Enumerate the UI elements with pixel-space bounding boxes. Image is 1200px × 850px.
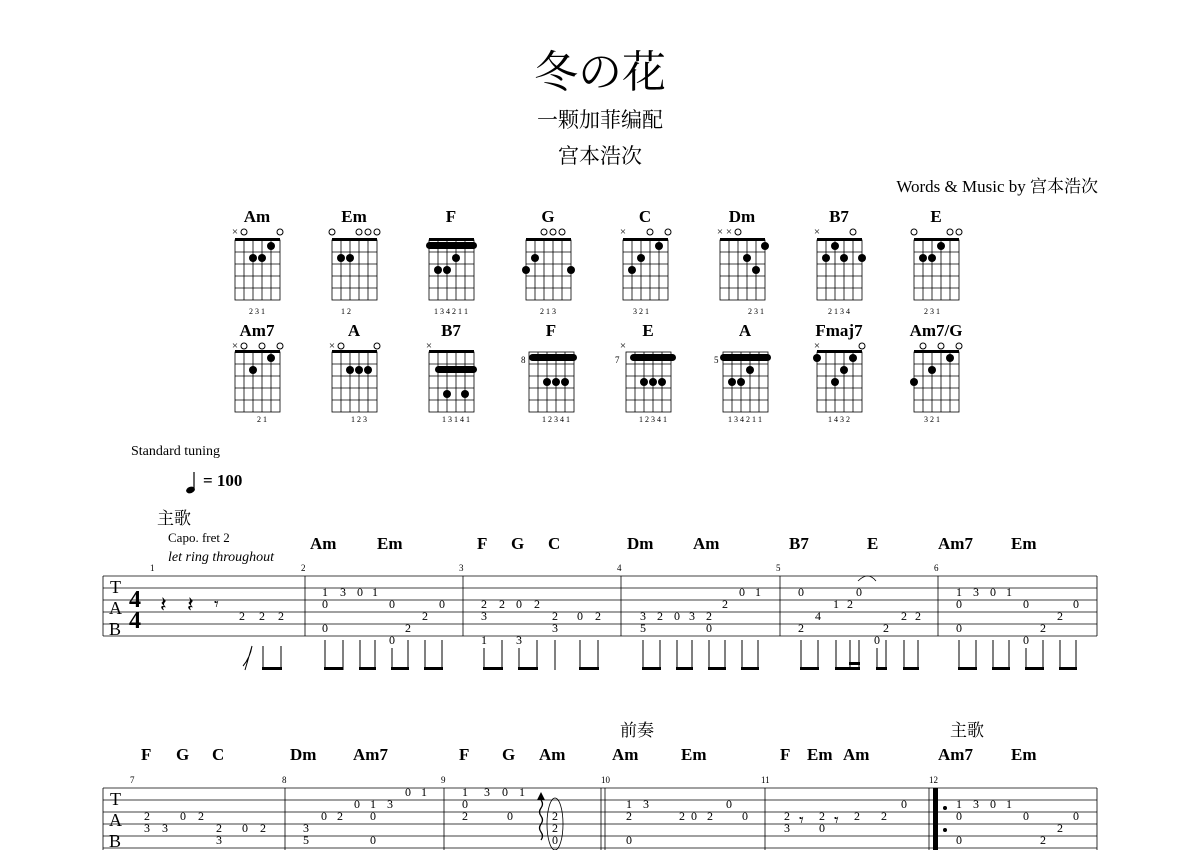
svg-text:×: × bbox=[716, 226, 724, 238]
svg-text:3: 3 bbox=[552, 621, 558, 635]
note-stems-1 bbox=[243, 640, 1076, 670]
time-signature bbox=[129, 587, 141, 634]
svg-text:1: 1 bbox=[322, 585, 328, 599]
tab-system-2 bbox=[0, 740, 1200, 850]
svg-text:0: 0 bbox=[742, 809, 748, 823]
svg-text:×: × bbox=[813, 340, 821, 352]
svg-text:2: 2 bbox=[534, 597, 540, 611]
fret-number: 7 bbox=[615, 355, 620, 365]
svg-text:2: 2 bbox=[552, 809, 558, 823]
chord-f bbox=[426, 207, 477, 316]
svg-text:2: 2 bbox=[706, 609, 712, 623]
arpeggio-marker bbox=[537, 792, 563, 850]
svg-text:𝄽: 𝄽 bbox=[160, 592, 167, 617]
tuning-label: Standard tuning bbox=[131, 444, 221, 459]
chord-fingering: 2 3 1 bbox=[924, 307, 940, 316]
svg-text:0: 0 bbox=[507, 809, 513, 823]
svg-text:2: 2 bbox=[707, 809, 713, 823]
svg-text:4: 4 bbox=[617, 563, 622, 573]
chord-c bbox=[620, 207, 671, 316]
svg-text:2: 2 bbox=[854, 809, 860, 823]
chord-fingering: 2 1 3 bbox=[540, 307, 556, 316]
fret-numbers-1 bbox=[239, 585, 1079, 647]
svg-text:×: × bbox=[231, 340, 239, 352]
svg-text:0: 0 bbox=[626, 833, 632, 847]
repeat-dot bbox=[943, 806, 947, 810]
chord-e bbox=[911, 207, 962, 316]
svg-text:0: 0 bbox=[516, 597, 522, 611]
svg-text:11: 11 bbox=[761, 775, 770, 785]
svg-text:2: 2 bbox=[847, 597, 853, 611]
chord-fingering: 1 2 3 bbox=[351, 415, 367, 424]
let-ring-note: let ring throughout bbox=[168, 550, 275, 565]
chord-fmaj7 bbox=[813, 321, 865, 424]
chord-name: G bbox=[541, 207, 555, 226]
measure-numbers-2 bbox=[130, 775, 938, 785]
svg-text:0: 0 bbox=[1023, 809, 1029, 823]
svg-text:1: 1 bbox=[1006, 585, 1012, 599]
svg-text:1: 1 bbox=[421, 785, 427, 799]
chord-label: Am bbox=[539, 745, 566, 764]
svg-text:0: 0 bbox=[739, 585, 745, 599]
staff-lines-1 bbox=[103, 576, 1097, 636]
chord-label: Am7 bbox=[938, 534, 973, 553]
svg-text:1: 1 bbox=[956, 585, 962, 599]
chord-fingering: 3 2 1 bbox=[924, 415, 940, 424]
svg-text:12: 12 bbox=[929, 775, 938, 785]
chord-name: A bbox=[738, 321, 752, 340]
svg-text:7: 7 bbox=[130, 775, 135, 785]
svg-text:2: 2 bbox=[1057, 609, 1063, 623]
svg-text:4: 4 bbox=[129, 587, 141, 613]
section-label-verse-2: 主歌 bbox=[950, 721, 984, 740]
svg-text:3: 3 bbox=[484, 785, 490, 799]
svg-text:0: 0 bbox=[726, 797, 732, 811]
chord-f-8 bbox=[521, 321, 577, 424]
svg-text:3: 3 bbox=[784, 821, 790, 835]
svg-text:0: 0 bbox=[180, 809, 186, 823]
svg-text:0: 0 bbox=[462, 797, 468, 811]
svg-text:2: 2 bbox=[881, 809, 887, 823]
chord-fingering: 2 1 bbox=[257, 415, 267, 424]
chord-label: Dm bbox=[290, 745, 317, 764]
svg-text:0: 0 bbox=[798, 585, 804, 599]
svg-text:1: 1 bbox=[372, 585, 378, 599]
svg-text:0: 0 bbox=[956, 621, 962, 635]
svg-text:0: 0 bbox=[706, 621, 712, 635]
chord-name: Em bbox=[341, 207, 367, 226]
svg-text:0: 0 bbox=[370, 809, 376, 823]
svg-text:3: 3 bbox=[643, 797, 649, 811]
svg-text:0: 0 bbox=[354, 797, 360, 811]
svg-text:×: × bbox=[725, 226, 733, 238]
svg-text:2: 2 bbox=[405, 621, 411, 635]
svg-text:2: 2 bbox=[301, 563, 306, 573]
svg-text:2: 2 bbox=[883, 621, 889, 635]
svg-text:0: 0 bbox=[389, 597, 395, 611]
tempo-value: = 100 bbox=[203, 471, 243, 490]
chord-label: Em bbox=[681, 745, 707, 764]
chord-em bbox=[329, 207, 380, 316]
svg-text:0: 0 bbox=[502, 785, 508, 799]
chord-am7 bbox=[232, 321, 283, 424]
svg-text:2: 2 bbox=[198, 809, 204, 823]
svg-text:2: 2 bbox=[798, 621, 804, 635]
svg-text:6: 6 bbox=[934, 563, 939, 573]
staff-lines-2 bbox=[103, 788, 1097, 850]
svg-text:0: 0 bbox=[552, 833, 558, 847]
svg-text:9: 9 bbox=[441, 775, 446, 785]
chord-label: C bbox=[212, 745, 225, 764]
svg-text:A: A bbox=[109, 810, 122, 830]
svg-text:0: 0 bbox=[674, 609, 680, 623]
svg-text:0: 0 bbox=[322, 621, 328, 635]
svg-text:2: 2 bbox=[552, 609, 558, 623]
svg-text:4: 4 bbox=[129, 608, 141, 634]
svg-text:0: 0 bbox=[370, 833, 376, 847]
svg-text:2: 2 bbox=[1040, 833, 1046, 847]
svg-text:2: 2 bbox=[915, 609, 921, 623]
svg-text:0: 0 bbox=[439, 597, 445, 611]
chord-fingering: 1 2 bbox=[341, 307, 351, 316]
fret-numbers-2 bbox=[144, 785, 1079, 847]
svg-text:B: B bbox=[109, 619, 122, 639]
chord-label: F bbox=[780, 745, 791, 764]
svg-text:8: 8 bbox=[282, 775, 287, 785]
chord-fingering: 2 3 1 bbox=[249, 307, 265, 316]
svg-text:2: 2 bbox=[278, 609, 284, 623]
chord-label: G bbox=[511, 534, 525, 553]
svg-text:0: 0 bbox=[990, 585, 996, 599]
svg-text:3: 3 bbox=[216, 833, 222, 847]
beams-1 bbox=[262, 662, 1077, 670]
svg-text:2: 2 bbox=[722, 597, 728, 611]
tab-clef-2 bbox=[109, 789, 122, 850]
chord-label: G bbox=[502, 745, 516, 764]
svg-text:𝄾: 𝄾 bbox=[214, 594, 219, 614]
svg-text:×: × bbox=[328, 340, 336, 352]
svg-text:2: 2 bbox=[1040, 621, 1046, 635]
credits-line: Words & Music by 宫本浩次 bbox=[896, 177, 1098, 196]
svg-text:3: 3 bbox=[387, 797, 393, 811]
chord-label: Em bbox=[377, 534, 403, 553]
chord-label: Em bbox=[1011, 745, 1037, 764]
svg-text:0: 0 bbox=[1073, 809, 1079, 823]
svg-text:3: 3 bbox=[459, 563, 464, 573]
svg-text:4: 4 bbox=[815, 609, 821, 623]
svg-text:3: 3 bbox=[973, 797, 979, 811]
repeat-dot bbox=[943, 828, 947, 832]
svg-text:0: 0 bbox=[577, 609, 583, 623]
chord-label: F bbox=[459, 745, 470, 764]
tab-clef-1 bbox=[109, 577, 122, 639]
svg-text:2: 2 bbox=[901, 609, 907, 623]
chord-e-7 bbox=[615, 321, 676, 424]
svg-text:0: 0 bbox=[322, 597, 328, 611]
svg-text:2: 2 bbox=[337, 809, 343, 823]
svg-text:1: 1 bbox=[956, 797, 962, 811]
svg-text:0: 0 bbox=[357, 585, 363, 599]
svg-text:0: 0 bbox=[1023, 597, 1029, 611]
svg-text:2: 2 bbox=[784, 809, 790, 823]
svg-text:×: × bbox=[619, 340, 627, 352]
chord-label: G bbox=[176, 745, 190, 764]
chord-label: Dm bbox=[627, 534, 654, 553]
svg-text:1: 1 bbox=[462, 785, 468, 799]
rest-symbols-1 bbox=[160, 592, 219, 617]
quarter-note-icon bbox=[184, 470, 200, 496]
svg-text:0: 0 bbox=[956, 833, 962, 847]
chord-fingering: 1 2 3 4 1 bbox=[639, 415, 667, 424]
repeat-bar bbox=[933, 788, 938, 850]
chord-fingering: 1 3 4 2 1 1 bbox=[434, 307, 468, 316]
arranger-subtitle: 一颗加菲编配 bbox=[537, 108, 663, 132]
svg-text:5: 5 bbox=[303, 833, 309, 847]
chord-name: E bbox=[642, 321, 654, 340]
svg-text:2: 2 bbox=[819, 809, 825, 823]
svg-text:3: 3 bbox=[162, 821, 168, 835]
chord-labels-1 bbox=[310, 534, 1037, 553]
chord-label: Am bbox=[693, 534, 720, 553]
svg-text:3: 3 bbox=[973, 585, 979, 599]
svg-text:T: T bbox=[110, 789, 121, 809]
svg-text:×: × bbox=[813, 226, 821, 238]
chord-name: Dm bbox=[728, 207, 756, 226]
svg-text:0: 0 bbox=[956, 809, 962, 823]
song-title: 冬の花 bbox=[534, 47, 666, 98]
svg-text:𝄾: 𝄾 bbox=[834, 810, 839, 830]
fret-number: 5 bbox=[714, 355, 719, 365]
svg-text:3: 3 bbox=[340, 585, 346, 599]
svg-text:𝄽: 𝄽 bbox=[187, 592, 194, 617]
svg-text:1: 1 bbox=[519, 785, 525, 799]
svg-text:1: 1 bbox=[370, 797, 376, 811]
chord-label: Em bbox=[1011, 534, 1037, 553]
svg-text:2: 2 bbox=[462, 809, 468, 823]
svg-text:1: 1 bbox=[481, 633, 487, 647]
chord-fingering: 1 3 1 4 1 bbox=[442, 415, 470, 424]
svg-text:0: 0 bbox=[1023, 633, 1029, 647]
svg-text:2: 2 bbox=[679, 809, 685, 823]
chord-name: B7 bbox=[441, 321, 461, 340]
chord-fingering: 1 3 4 2 1 1 bbox=[728, 415, 762, 424]
svg-text:T: T bbox=[110, 577, 121, 597]
chord-name: Am7 bbox=[239, 321, 275, 340]
svg-text:2: 2 bbox=[595, 609, 601, 623]
svg-text:2: 2 bbox=[144, 809, 150, 823]
artist-name: 宫本浩次 bbox=[558, 144, 642, 168]
measure-numbers-1 bbox=[150, 563, 939, 573]
svg-text:2: 2 bbox=[216, 821, 222, 835]
svg-text:2: 2 bbox=[657, 609, 663, 623]
svg-text:2: 2 bbox=[239, 609, 245, 623]
chord-g bbox=[522, 207, 575, 316]
chord-am bbox=[232, 207, 283, 316]
svg-text:1: 1 bbox=[1006, 797, 1012, 811]
chord-label: E bbox=[867, 534, 879, 553]
svg-text:2: 2 bbox=[499, 597, 505, 611]
chord-name: Am bbox=[243, 207, 271, 226]
chord-label: Am bbox=[612, 745, 639, 764]
chord-b7-barre bbox=[426, 321, 477, 424]
svg-text:0: 0 bbox=[901, 797, 907, 811]
svg-text:0: 0 bbox=[856, 585, 862, 599]
chord-fingering: 1 2 3 4 1 bbox=[542, 415, 570, 424]
tab-system-1 bbox=[0, 530, 1200, 690]
svg-text:3: 3 bbox=[516, 633, 522, 647]
chord-fingering: 2 3 1 bbox=[748, 307, 764, 316]
chord-name: A bbox=[347, 321, 361, 340]
svg-text:2: 2 bbox=[259, 609, 265, 623]
chord-name: E bbox=[930, 207, 942, 226]
svg-text:2: 2 bbox=[626, 809, 632, 823]
chord-name: F bbox=[545, 321, 557, 340]
chord-am7-g bbox=[910, 321, 963, 424]
chord-labels-2 bbox=[141, 745, 1037, 764]
svg-text:0: 0 bbox=[691, 809, 697, 823]
svg-text:B: B bbox=[109, 831, 122, 850]
svg-text:2: 2 bbox=[1057, 821, 1063, 835]
chord-a-5 bbox=[714, 321, 771, 424]
svg-text:0: 0 bbox=[321, 809, 327, 823]
svg-text:2: 2 bbox=[481, 597, 487, 611]
chord-name: C bbox=[638, 207, 652, 226]
svg-text:0: 0 bbox=[956, 597, 962, 611]
svg-text:0: 0 bbox=[819, 821, 825, 835]
chord-label: Am7 bbox=[353, 745, 388, 764]
svg-text:0: 0 bbox=[242, 821, 248, 835]
svg-text:1: 1 bbox=[626, 797, 632, 811]
chord-b7 bbox=[814, 207, 866, 316]
svg-text:0: 0 bbox=[874, 633, 880, 647]
chord-dm bbox=[717, 207, 769, 316]
section-label-intro: 前奏 bbox=[620, 721, 654, 740]
svg-text:3: 3 bbox=[303, 821, 309, 835]
svg-text:𝄾: 𝄾 bbox=[799, 810, 804, 830]
chord-label: Am bbox=[310, 534, 337, 553]
svg-text:1: 1 bbox=[150, 563, 155, 573]
svg-text:3: 3 bbox=[689, 609, 695, 623]
chord-name: Fmaj7 bbox=[815, 321, 863, 340]
svg-text:3: 3 bbox=[144, 821, 150, 835]
chord-label: F bbox=[477, 534, 488, 553]
chord-label: Am7 bbox=[938, 745, 973, 764]
chord-fingering: 2 1 3 4 bbox=[828, 307, 850, 316]
svg-text:0: 0 bbox=[389, 633, 395, 647]
svg-text:10: 10 bbox=[601, 775, 610, 785]
chord-name: Am7/G bbox=[909, 321, 963, 340]
section-label-verse: 主歌 bbox=[157, 509, 191, 528]
chord-label: Em bbox=[807, 745, 833, 764]
capo-note: Capo. fret 2 bbox=[168, 530, 230, 545]
chord-label: Am bbox=[843, 745, 870, 764]
chord-label: F bbox=[141, 745, 152, 764]
chord-name: B7 bbox=[829, 207, 849, 226]
svg-text:×: × bbox=[619, 226, 627, 238]
svg-text:2: 2 bbox=[260, 821, 266, 835]
svg-text:A: A bbox=[109, 598, 122, 618]
svg-text:2: 2 bbox=[552, 821, 558, 835]
svg-text:0: 0 bbox=[1073, 597, 1079, 611]
chord-label: B7 bbox=[789, 534, 809, 553]
svg-text:1: 1 bbox=[833, 597, 839, 611]
svg-text:3: 3 bbox=[481, 609, 487, 623]
chord-fingering: 3 2 1 bbox=[633, 307, 649, 316]
chord-a bbox=[329, 321, 380, 424]
svg-text:5: 5 bbox=[640, 621, 646, 635]
chord-fingering: 1 4 3 2 bbox=[828, 415, 850, 424]
svg-text:5: 5 bbox=[776, 563, 781, 573]
svg-text:2: 2 bbox=[422, 609, 428, 623]
svg-text:3: 3 bbox=[640, 609, 646, 623]
svg-text:0: 0 bbox=[405, 785, 411, 799]
chord-name: F bbox=[445, 207, 457, 226]
chord-label: C bbox=[548, 534, 561, 553]
svg-text:0: 0 bbox=[990, 797, 996, 811]
tie-arc bbox=[858, 576, 876, 581]
svg-text:×: × bbox=[425, 340, 433, 352]
svg-text:×: × bbox=[231, 226, 239, 238]
svg-text:1: 1 bbox=[755, 585, 761, 599]
fret-number: 8 bbox=[521, 355, 526, 365]
